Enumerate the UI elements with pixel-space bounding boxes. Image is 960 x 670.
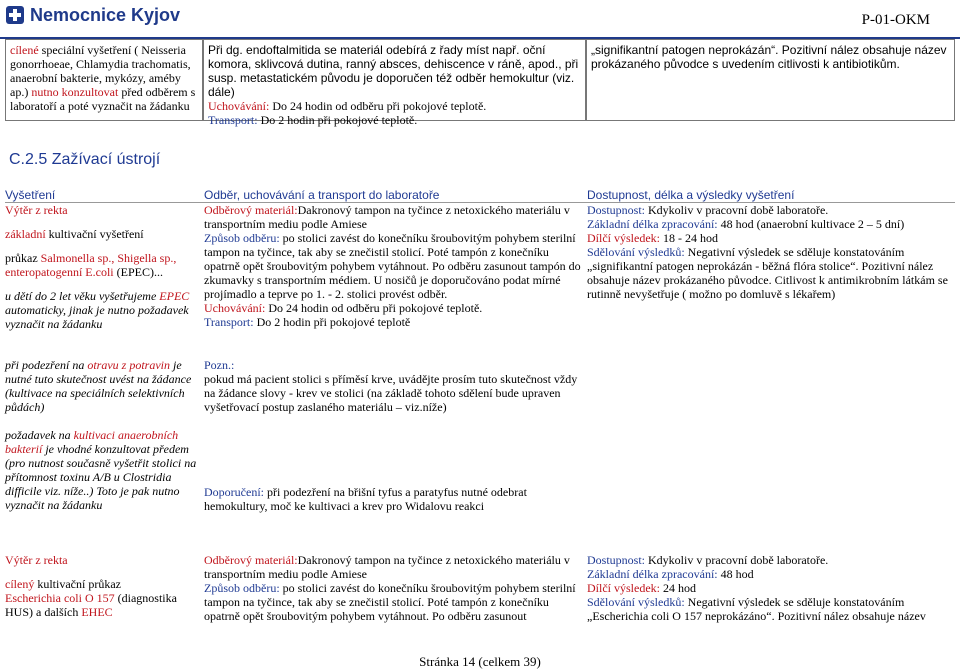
text-run: Transport:	[208, 113, 258, 127]
text-run: Uchovávání:	[204, 301, 266, 315]
text-run: cílený	[5, 577, 35, 591]
text-run: Dílčí výsledek:	[587, 581, 660, 595]
paragraph-gap	[5, 279, 197, 289]
text-run: Dostupnost:	[587, 553, 646, 567]
page-footer: Stránka 14 (celkem 39)	[419, 654, 541, 669]
text-run: je vhodné konzultovat předem (pro nutnost současně vyšetřit stolici na přítomnost toxinu A/B u Clostridia difficile viz. níže..) Toto je pak nutno vyznačit na žádanku	[5, 442, 197, 512]
text-run: kultivaci anaerobních bakterií	[5, 428, 179, 456]
text-run: Salmonella sp., Shigella sp., enteropatogenní E.coli	[5, 251, 177, 279]
text-run: průkaz	[5, 251, 41, 265]
text-run: základní	[5, 227, 46, 241]
text-run: Dakronový tampon na tyčince z netoxického materiálu v transportním mediu podle Amiese	[204, 553, 570, 581]
text-run: Dílčí výsledek:	[587, 231, 660, 245]
row-sampling	[204, 485, 582, 513]
text-run: 48 hod	[717, 567, 754, 581]
text-run: Způsob odběru:	[204, 581, 280, 595]
text-run: EHEC	[81, 605, 113, 619]
text-run: Pozn.:	[204, 358, 235, 372]
text-run: po stolici zavést do konečníku šroubovitým pohybem sterilní tampon na tyčince, tak aby se znečistil stolicí. Poté tampón z konečníku opatrně opět šroubovitým pohybem vytáhnout. Po odběru zasunout	[204, 581, 576, 623]
row-examination	[5, 358, 197, 414]
top-col-sampling	[203, 39, 586, 127]
top-col-results	[586, 39, 955, 121]
logo-text: Nemocnice Kyjov	[30, 4, 181, 25]
text-run: Do 2 hodin při pokojové teplotě.	[257, 113, 418, 127]
text-run: otravu z potravin	[87, 358, 171, 372]
row-sampling	[204, 203, 582, 329]
text-run: požadavek na	[5, 428, 74, 442]
text-run: Do 24 hodin od odběru při pokojové teplotě.	[269, 99, 487, 113]
text-run: Odběrový materiál:	[204, 203, 298, 217]
header-examination: Vyšetření	[5, 188, 56, 202]
text-run: Sdělování výsledků:	[587, 595, 685, 609]
text-run: Negativní výsledek se sděluje konstatováním „Escherichia coli O 157 neprokázáno“. Pozitivní nález obsahuje název	[587, 595, 926, 623]
table-header-row	[5, 188, 955, 203]
text-run: Dostupnost:	[587, 203, 646, 217]
text-run: před odběrem s laboratoří a poté vyznačit na žádanku	[10, 85, 196, 113]
text-run: je nutné tuto skutečnost uvést na žádance (kultivace na speciálních selektivních půdách)	[5, 358, 192, 414]
section-title: C.2.5 Zažívací ústrojí	[9, 151, 161, 168]
text-run: „signifikantní patogen neprokázán“. Pozitivní nález obsahuje název prokázaného původce s uvedením citlivosti k antibiotikům.	[591, 43, 947, 71]
row-results	[587, 203, 955, 301]
text-run: Dakronový tampon na tyčince z netoxického materiálu v transportním mediu podle Amiese	[204, 203, 570, 231]
row-examination	[5, 553, 197, 619]
text-run: Uchovávání:	[208, 99, 270, 113]
hospital-cross-icon	[6, 6, 24, 24]
text-run: automaticky, jinak je nutno požadavek vyznačit na žádanku	[5, 303, 189, 331]
row-sampling	[204, 358, 582, 414]
text-run: Výtěr z rekta	[5, 553, 68, 567]
paragraph-gap	[5, 217, 197, 227]
text-run: Do 2 hodin při pokojové teplotě	[253, 315, 411, 329]
text-run: 24 hod	[659, 581, 696, 595]
paragraph-gap	[5, 567, 197, 577]
text-run: 48 hod (anaerobní kultivace 2 – 5 dní)	[717, 217, 905, 231]
text-run: při podezření na	[5, 358, 88, 372]
text-run: Kdykoliv v pracovní době laboratoře.	[645, 203, 829, 217]
text-run: Základní délka zpracování:	[587, 217, 718, 231]
paragraph-gap	[5, 241, 197, 251]
text-run: pokud má pacient stolici s příměsí krve, uvádějte prosím tuto skutečnost vždy na žádance slovy - krev ve stolici (na základě tohoto sdělení bude upraven vyšetřovací postup zaslaného materiálu – viz.níže)	[204, 372, 578, 414]
text-run: Transport:	[204, 315, 254, 329]
text-run: Negativní výsledek se sděluje konstatováním „signifikantní patogen neprokázán - běžná flóra stolice“. Pozitivní nález obsahuje název prokázaného původce. Citlivost k antimikrobním látkám se rutinně nevyšetřuje ( možno po domluvě s lékařem)	[587, 245, 948, 301]
text-run: Doporučení:	[204, 485, 264, 499]
text-run: kultivační vyšetření	[45, 227, 144, 241]
top-col-examination	[5, 39, 203, 121]
row-examination	[5, 203, 197, 331]
text-run: u dětí do 2 let věku vyšetřujeme	[5, 289, 160, 303]
text-run: cílené	[10, 43, 39, 57]
text-run: při podezření na břišní tyfus a paratyfus nutné odebrat hemokultury, moč ke kultivaci a krev pro Widalovu reakci	[204, 485, 527, 513]
hospital-logo	[6, 4, 196, 26]
text-run: Výtěr z rekta	[5, 203, 68, 217]
text-run: Sdělování výsledků:	[587, 245, 685, 259]
text-run: Základní délka zpracování:	[587, 567, 718, 581]
header-results: Dostupnost, délka a výsledky vyšetření	[587, 188, 795, 202]
text-run: po stolici zavést do konečníku šroubovitým pohybem sterilní tampon na tyčince, tak aby se znečistil stolicí. Poté tampón z konečníku opatrně opět šroubovitým pohybem vytáhnout. Po odběru zasunout tampón do zkumavky s transportním médiem. U nosičů je doporučováno podat mírné projímadlo a teprve po 1. - 2. stolici provést odběr.	[204, 231, 581, 301]
row-examination	[5, 428, 197, 512]
text-run: (diagnostika HUS) a dalších	[5, 591, 177, 619]
text-run: Escherichia coli O 157	[5, 591, 115, 605]
header-sampling: Odběr, uchovávání a transport do laboratoře	[204, 188, 440, 202]
text-run: EPEC	[159, 289, 190, 303]
document-id: P-01-OKM	[861, 12, 930, 28]
text-run: Kdykoliv v pracovní době laboratoře.	[645, 553, 829, 567]
text-run: Při dg. endoftalmitida se materiál odebírá z řady míst např. oční komora, sklivcová dutina, ranný absces, dehiscence v ráně, apod., při susp. metastatickém původu je doporučen též odběr hemokultur (viz. dále)	[208, 43, 579, 99]
text-run: speciální vyšetření ( Neisseria gonorrhoeae, Chlamydia trachomatis, anaerobní bakterie, mykózy, améby ap.)	[10, 43, 191, 99]
text-run: (EPEC)...	[113, 265, 163, 279]
text-run: kultivační průkaz	[34, 577, 121, 591]
text-run: Způsob odběru:	[204, 231, 280, 245]
row-sampling	[204, 553, 582, 623]
text-run: Odběrový materiál:	[204, 553, 298, 567]
text-run: nutno konzultovat	[31, 85, 119, 99]
previous-table-continuation	[5, 39, 955, 127]
text-run: 18 - 24 hod	[659, 231, 718, 245]
row-results	[587, 553, 955, 623]
text-run: Do 24 hodin od odběru při pokojové teplotě.	[265, 301, 483, 315]
